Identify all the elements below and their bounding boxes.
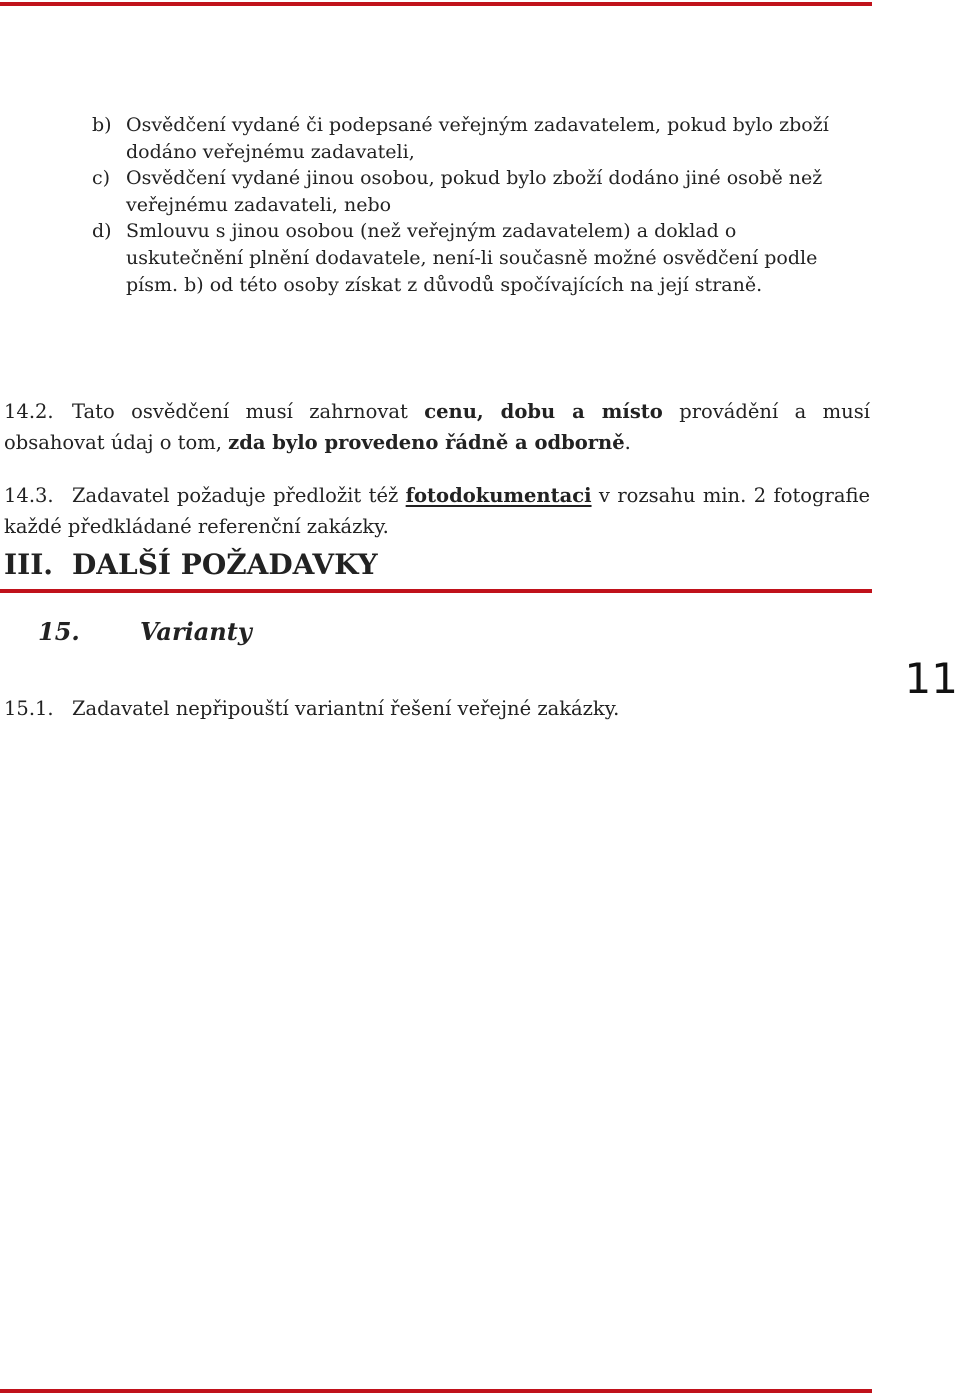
bold-text-price-time-place: cenu, dobu a místo — [424, 399, 663, 423]
section-rule — [0, 589, 872, 593]
list-marker: c) — [92, 167, 111, 190]
bottom-rule — [0, 1389, 872, 1393]
list-item — [92, 112, 852, 165]
subsection-heading — [38, 613, 252, 651]
subsection-title: Varianty — [140, 617, 252, 646]
paragraph-14-2 — [4, 396, 870, 458]
list-text: Osvědčení vydané jinou osobou, pokud bylo zboží dodáno jiné osobě než veřejnému zadavateli, nebo — [126, 167, 823, 216]
paragraph-number: 14.3. — [4, 483, 54, 507]
section-number: III. — [4, 548, 54, 581]
underlined-text-photodocumentation: fotodokumentaci — [405, 483, 592, 507]
paragraph-text: provádění a musí obsahovat údaj o tom, — [4, 399, 870, 454]
list-marker: b) — [92, 114, 112, 136]
document-list — [92, 112, 852, 298]
list-marker: d) — [92, 220, 112, 243]
section-title: DALŠÍ POŽADAVKY — [72, 548, 378, 581]
top-rule — [0, 2, 872, 6]
bold-text-proper-execution: zda bylo provedeno řádně a odborně — [228, 430, 625, 454]
paragraph-text: v rozsahu min. 2 fotografie každé předkládané referenční zakázky. — [4, 483, 870, 538]
list-text: Smlouvu s jinou osobou (než veřejným zadavatelem) a doklad o uskutečnění plnění dodavatele, není-li současně možné osvědčení podle písm. b) od této osoby získat z důvodů spočívajících na její straně. — [126, 220, 818, 296]
paragraph-number: 14.2. — [4, 399, 54, 423]
paragraph-text: . — [624, 430, 631, 454]
paragraph-text: Tato osvědčení musí zahrnovat — [72, 399, 425, 423]
list-text: Osvědčení vydané či podepsané veřejným zadavatelem, pokud bylo zboží dodáno veřejnému zadavateli, — [126, 114, 829, 163]
list-item — [92, 218, 852, 298]
paragraph-14-3 — [4, 480, 870, 542]
paragraph-number: 15.1. — [4, 696, 54, 720]
paragraph-15-1 — [4, 693, 870, 724]
paragraph-text: Zadavatel požaduje předložit též — [72, 483, 406, 507]
paragraph-text: Zadavatel nepřipouští variantní řešení veřejné zakázky. — [72, 696, 620, 720]
section-heading — [4, 543, 378, 587]
subsection-number: 15. — [38, 617, 80, 646]
list-item — [92, 165, 852, 218]
page-number: 11 — [904, 654, 958, 703]
